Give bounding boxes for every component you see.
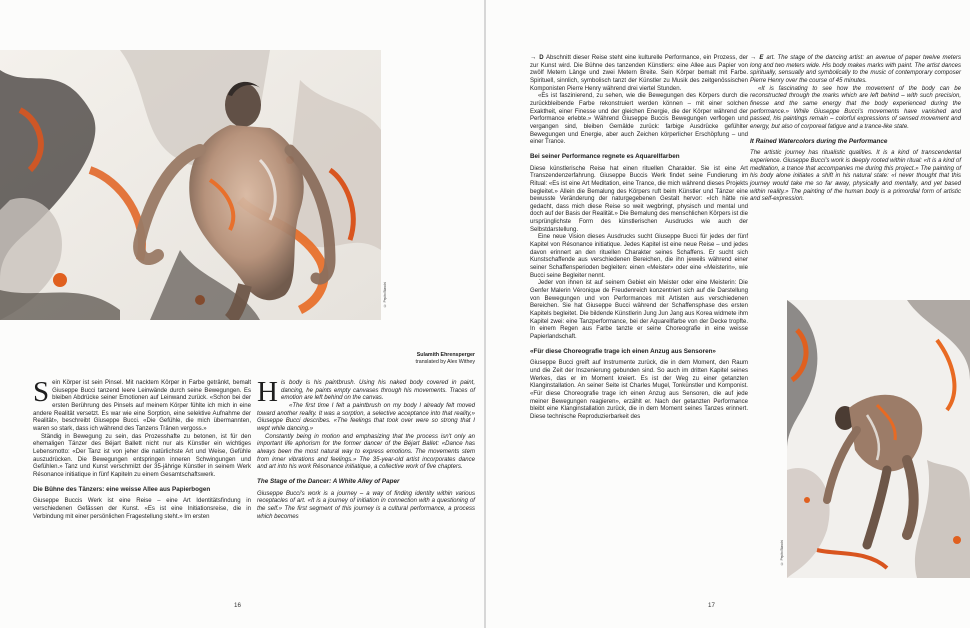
- german-column-left: [33, 376, 251, 521]
- article-paragraph: Giuseppe Bucci's work is a journey – a way of finding identity within various receptacles of art. «It is a journey of initiation in connection with a questioning of the self.» The first segment of this journey is a cultural performance, a process which becomes: [257, 490, 475, 520]
- article-paragraph: Jeder von ihnen ist auf seinem Gebiet ein Meister oder eine Meisterin: Die Genfer Malerin Véronique de Freudenreich konzentriert sich auf die Darstellung von Bewegungen und von Performances mit Artisten aus verschiedenen Bereichen. Sie hat Giuseppe Bucci während der Schaffensphase des ersten Kapitels begleitet. Die bildende Künstlerin Jung Jun Jang aus Korea widmete ihm Kapitel zwei: eine Tanzperformance, bei der Aquarellfarbe von der Decke tropfte. In einem Regen aus Farbe tanzte er seine Choreografie in eine weisse Papierlandschaft.: [530, 280, 748, 340]
- german-column-right: [530, 55, 748, 422]
- article-paragraph: Ständig in Bewegung zu sein, das Prozesshafte zu betonen, ist für den ehemaligen Tänzer des Béjart Ballett nicht nur als Künstler ein wichtiges Lebensmotto: «Der Tanz ist von jeher die natürlichste Art und Weise, Gefühle auszudrücken. Die Bewegungen entspringen inneren Schwingungen und Gefühlen.» Tanz und Kunst verschmilzt der 35-jährige Künstler in seinem Werk Résonance initiatique in fünf Kapiteln zu einem Gesamtschaftswerk.: [33, 433, 251, 478]
- dancer-crouching-photo: [787, 300, 970, 578]
- article-paragraph: Diese künstlerische Reise hat einen rituellen Charakter. Sie ist eine Art Transzendenzerfahrung. Giuseppe Buccis Werk findet seine Fundierung im Ritual: «Es ist eine Art Meditation, eine Trance, die mich während dieses Projekts begleitet.» Allein die Bemalung des Körpers ruft beim Künstler und Tänzer eine bewusste Veränderung der naturgegebenen Gestalt hervor: «Ich hätte nie gedacht, dass mich diese Reise so weit wegbringt, physisch und mental und doch auf der Basis der Realität.» Die Bemalung des menschlichen Körpers ist die ursprünglichste Form des künstlerischen Ausdrucks wie auch der Selbstdarstellung.: [530, 165, 748, 233]
- photo-credit: © Pepito Bianchi: [780, 540, 784, 566]
- continuation-marker: → D: [530, 55, 545, 61]
- article-paragraph: Giuseppe Buccis Werk ist eine Reise – eine Art Identitätsfindung in verschiedenen Gefässen der Kunst. «Es ist eine Initiationsreise, die in Verbindung mit einer persönlichen Fragestellung steht.» Im ersten: [33, 498, 251, 520]
- english-column-right: [750, 55, 961, 204]
- article-paragraph: «It is fascinating to see how the movement of the body can be reconstructed through the marks which are left behind – with such precision, finesse and the same energy that the body experienced during the performance.» While Giuseppe Bucci's movements have vanished and passed, his paintings remain – colorful expressions of sensed movement and energy, but also of corporeal fatigue and a trance-like state.: [750, 85, 961, 130]
- article-paragraph: «Es ist faszinierend, zu sehen, wie die Bewegungen des Körpers durch die zurückbleibende Farbe rekonstruiert werden können – mit einer solchen Exaktheit, einer Finesse und der gleichen Energie, die der Körper während der Performance erlebte.» Während Giuseppe Buccis Bewegungen verflogen und vergangen sind, bleiben Gemälde zurück: farbige Ausdrücke gefühlter Bewegungen und Energie, aber auch Zeichen körperlicher Erschöpfung – und einer Trance.: [530, 93, 748, 146]
- author-name: Sulamith Ehrensperger: [416, 352, 475, 358]
- page-number: 16: [234, 602, 241, 609]
- section-heading: «Für diese Choreografie trage ich einen Anzug aus Sensoren»: [530, 347, 716, 355]
- article-paragraph: Constantly being in motion and emphasizing that the process isn't only an important life aphorism for the former dancer of the Béjart Ballet: «Dance has always been the most natural way to express emotions. The movements stem from inner vibrations and feelings.» The 35-year-old artist incorporates dance and art into his work Résonance initiatique, a collective work of five chapters.: [257, 433, 475, 471]
- byline: [360, 352, 475, 366]
- article-paragraph: «The first time I felt a paintbrush on my body I already felt moved toward another reality. It was a sorption, a selective acceptance into that reality,» Giuseppe Bucci describes. «The feelings that took over were so strong that I wept while dancing.»: [257, 402, 475, 432]
- page-number: 17: [708, 602, 715, 609]
- dancer-painting-photo: [0, 50, 381, 320]
- article-paragraph: art. The stage of the dancing artist: an avenue of paper twelve meters long and two meters wide. His body makes marks with paint. The artist dances spiritually, sensually and symbolically to the music of contemporary composer Pierre Henry over the course of 45 minutes.: [750, 55, 961, 84]
- section-heading: Bei seiner Performance regnete es Aquarellfarben: [530, 152, 680, 160]
- article-paragraph: Eine neue Vision dieses Ausdrucks sucht Giuseppe Bucci für jedes der fünf Kapitel von Résonance initiatique. Jedes Kapitel ist eine neue Reise – und jedes davon erinnert an den rituellen Charakter seines Schaffens. Er sucht sich Kunstschaffende aus verschiedenen Bereichen, die ihn jeweils während einer seiner Schaffensperioden begleiten: einen «Meister» oder eine «Meisterin», wie Bucci seine Begleiter nennt.: [530, 234, 748, 279]
- photo-credit: © Pepito Bianchi: [383, 282, 387, 308]
- article-paragraph: is body is his paintbrush. Using his naked body covered in paint, dancing, he paints empty canvases through his movements. Traces of emotion are left behind on the canvas.: [280, 380, 475, 402]
- dancer-painting-illustration: [0, 50, 381, 320]
- section-heading: It Rained Watercolors during the Performance: [750, 137, 888, 145]
- article-paragraph: Giuseppe Bucci greift auf Instrumente zurück, die in dem Moment, den Raum und die Zeit der Inszenierung gebunden sind. So auch im dritten Kapitel seines Werkes, das er im Moment kreiert. Es ist der Weg zu einer getanzten Klanginstallation. An seiner Seite ist Charles Mugel, Tonkünstler und Komponist. «Für diese Choreografie trage ich einen Anzug aus Sensoren, die auf jede meiner Bewegungen reagieren», erzählt er. Nach der getanzten Performance bleibt eine Klanginstallation zurück, die in dem Moment seines Tanzes erinnert. Diese technische Reproduzierbarkeit des: [530, 360, 748, 420]
- translator-credit: translated by Alex Withey: [415, 359, 475, 365]
- section-heading: Die Bühne des Tänzers: eine weisse Allee aus Papierbogen: [33, 485, 211, 493]
- article-paragraph: ein Körper ist sein Pinsel. Mit nacktem Körper in Farbe getränkt, bemalt Giuseppe Bucci tanzend leere Leinwände durch seine Bewegungen. Es bleiben Abdrücke seiner Emotionen auf Leinwand zurück. «Schon bei der ersten Berührung des Pinsels auf meinem Körper fühlte ich mich in eine andere Realität versetzt. Es war wie eine Sorption, eine selektive Aufnahme der Realität», beschreibt Giuseppe Bucci. «Die Gefühle, die mich übermannten, waren so stark, dass ich während des Tanzens Tränen vergoss.»: [33, 380, 251, 432]
- right-page: [486, 0, 970, 628]
- dancer-crouching-illustration: [787, 300, 970, 578]
- drop-cap: H: [257, 376, 278, 408]
- drop-cap: S: [33, 376, 50, 408]
- article-paragraph: Abschnitt dieser Reise steht eine kulturelle Performance, ein Prozess, der zur Kunst wird. Die Bühne des tanzenden Künstlers: eine Allee aus Papier von zwölf Metern Länge und zwei Metern Breite. Sein Körper bemalt mit Farbe. Spirituell, sinnlich, symbolisch tanzt der Künstler zu Musik des zeitgenössischen Komponisten Pierre Henry während drei viertel Stunden.: [530, 55, 748, 92]
- continuation-marker: → E: [750, 55, 764, 61]
- left-page: [0, 0, 484, 628]
- section-heading: The Stage of the Dancer: A White Alley of Paper: [257, 477, 400, 485]
- english-column-left: [257, 376, 475, 521]
- article-paragraph: The artistic journey has ritualistic qualities. It is a kind of transcendental experience. Giuseppe Bucci's work is deeply rooted within ritual: «It is a kind of meditation, a trance that accompanies me during this project.» The painting of his body alone initiates a shift in his natural state: «I never thought that this journey would take me so far away, physically and mentally, and yet based within reality.» The painting of the human body is a primordial form of artistic and self-expression.: [750, 150, 961, 203]
